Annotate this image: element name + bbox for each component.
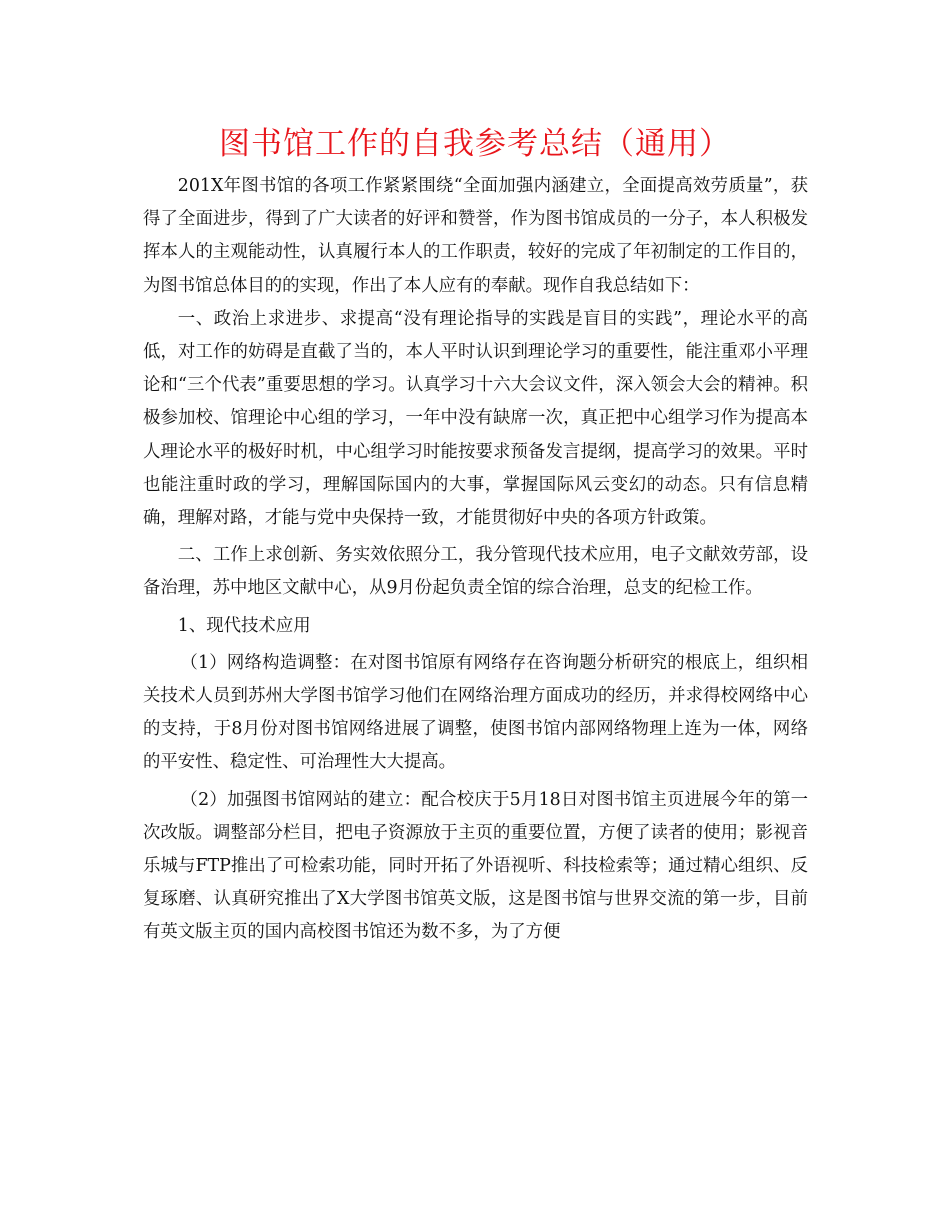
paragraph-politics: 一、政治上求进步、求提高“没有理论指导的实践是盲目的实践”，理论水平的高低，对工作的妨碍是直截了当的，本人平时认识到理论学习的重要性，能注重邓小平理论和“三个代表”重要思想的学习。认真学习十六大会议文件，深入领会大会的精神。积极参加校、馆理论中心组的学习，一年中没有缺席一次，真正把中心组学习作为提高本人理论水平的极好时机，中心组学习时能按要求预备发言提纲，提高学习的效果。平时也能注重时政的学习，理解国际国内的大事，掌握国际风云变幻的动态。只有信息精确，理解对路，才能与党中央保持一致，才能贯彻好中央的各项方针政策。: [143, 308, 808, 529]
paragraph-network-adjustment: （1）网络构造调整：在对图书馆原有网络存在咨询题分析研究的根底上，组织相关技术人员到苏州大学图书馆学习他们在网络治理方面成功的经历，并求得校网络中心的支持，于8月份对图书馆网络进展了调整，使图书馆内部网络物理上连为一体，网络的平安性、稳定性、可治理性大大提高。: [143, 652, 808, 773]
document-title: 图书馆工作的自我参考总结（通用）: [219, 126, 731, 162]
paragraph-work: 二、工作上求创新、务实效依照分工，我分管现代技术应用，电子文献效劳部，设备治理，苏中地区文献中心，从9月份起负责全馆的综合治理，总支的纪检工作。: [143, 545, 808, 599]
paragraph-intro: 201X年图书馆的各项工作紧紧围绕“全面加强内涵建立，全面提高效劳质量”，获得了全面进步，得到了广大读者的好评和赞誉，作为图书馆成员的一分子，本人积极发挥本人的主观能动性，认真履行本人的工作职责，较好的完成了年初制定的工作目的，为图书馆总体目的的实现，作出了本人应有的奉献。现作自我总结如下：: [143, 176, 808, 296]
section-heading-technology: 1、现代技术应用: [177, 615, 311, 636]
paragraph-website-construction: （2）加强图书馆网站的建立：配合校庆于5月18日对图书馆主页进展今年的第一次改版。调整部分栏目，把电子资源放于主页的重要位置，方便了读者的使用；影视音乐城与FTP推出了可检索功能，同时开拓了外语视听、科技检索等；通过精心组织、反复琢磨、认真研究推出了X大学图书馆英文版，这是图书馆与世界交流的第一步，目前有英文版主页的国内高校图书馆还为数不多，为了方便: [143, 789, 808, 943]
document-body: [143, 170, 808, 950]
